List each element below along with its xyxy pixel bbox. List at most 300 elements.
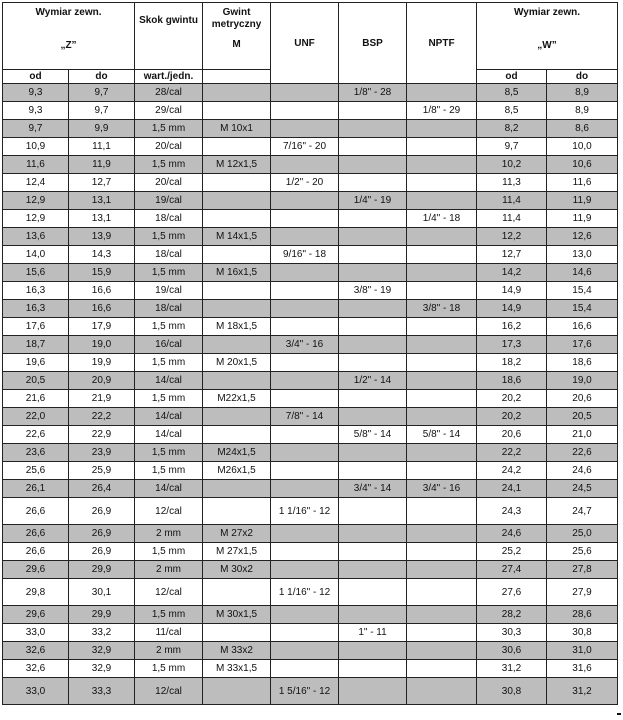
subheader-do: do <box>69 70 135 84</box>
cell-z-do: 11,1 <box>69 138 135 156</box>
cell-z-do: 19,0 <box>69 336 135 354</box>
header-unf: UNF <box>271 3 339 84</box>
cell-nptf: 1/8" - 29 <box>407 102 477 120</box>
thread-size-table <box>2 2 618 705</box>
cell-m <box>203 300 271 318</box>
cell-w-do: 28,6 <box>547 606 618 624</box>
table-row <box>3 579 618 606</box>
table-row <box>3 282 618 300</box>
cell-w-od: 30,3 <box>477 624 547 642</box>
cell-z-do: 25,9 <box>69 462 135 480</box>
table-row <box>3 228 618 246</box>
cell-unf <box>271 372 339 390</box>
cell-unf <box>271 525 339 543</box>
cell-z-do: 33,3 <box>69 678 135 705</box>
cell-unf <box>271 660 339 678</box>
cell-nptf <box>407 606 477 624</box>
cell-w-do: 20,6 <box>547 390 618 408</box>
cell-w-od: 12,2 <box>477 228 547 246</box>
cell-bsp <box>339 300 407 318</box>
cell-w-do: 17,6 <box>547 336 618 354</box>
cell-nptf <box>407 660 477 678</box>
cell-w-do: 25,0 <box>547 525 618 543</box>
cell-z-do: 19,9 <box>69 354 135 372</box>
cell-m: M 12x1,5 <box>203 156 271 174</box>
cell-unf: 1 1/16" - 12 <box>271 498 339 525</box>
cell-skok: 19/cal <box>135 192 203 210</box>
cell-z-od: 16,3 <box>3 282 69 300</box>
cell-bsp: 1/2" - 14 <box>339 372 407 390</box>
cell-z-od: 29,6 <box>3 606 69 624</box>
cell-unf <box>271 426 339 444</box>
cell-w-od: 10,2 <box>477 156 547 174</box>
cell-w-do: 27,9 <box>547 579 618 606</box>
cell-z-od: 11,6 <box>3 156 69 174</box>
cell-skok: 14/cal <box>135 408 203 426</box>
cell-skok: 1,5 mm <box>135 156 203 174</box>
table-row <box>3 426 618 444</box>
cell-w-od: 17,3 <box>477 336 547 354</box>
cell-z-do: 21,9 <box>69 390 135 408</box>
cell-w-od: 9,7 <box>477 138 547 156</box>
cell-bsp <box>339 444 407 462</box>
cell-z-od: 26,1 <box>3 480 69 498</box>
cell-skok: 12/cal <box>135 498 203 525</box>
cell-w-do: 12,6 <box>547 228 618 246</box>
cell-nptf: 5/8" - 14 <box>407 426 477 444</box>
table-row <box>3 102 618 120</box>
cell-nptf <box>407 444 477 462</box>
cell-w-od: 14,9 <box>477 282 547 300</box>
table-row <box>3 192 618 210</box>
cell-bsp: 1" - 11 <box>339 624 407 642</box>
cell-unf <box>271 300 339 318</box>
cell-nptf: 3/8" - 18 <box>407 300 477 318</box>
cell-z-od: 9,3 <box>3 84 69 102</box>
cell-unf <box>271 390 339 408</box>
cell-bsp <box>339 354 407 372</box>
cell-bsp <box>339 606 407 624</box>
table-row <box>3 264 618 282</box>
cell-bsp <box>339 156 407 174</box>
cell-bsp: 1/8" - 28 <box>339 84 407 102</box>
cell-skok: 18/cal <box>135 246 203 264</box>
cell-bsp <box>339 408 407 426</box>
cell-nptf <box>407 228 477 246</box>
cell-w-od: 24,6 <box>477 525 547 543</box>
cell-w-od: 8,2 <box>477 120 547 138</box>
subheader-od-w: od <box>477 70 547 84</box>
cell-z-do: 26,9 <box>69 543 135 561</box>
cell-z-od: 26,6 <box>3 543 69 561</box>
cell-m <box>203 408 271 426</box>
cell-w-do: 30,8 <box>547 624 618 642</box>
cell-skok: 1,5 mm <box>135 660 203 678</box>
cell-m <box>203 192 271 210</box>
cell-w-od: 30,6 <box>477 642 547 660</box>
cell-z-od: 33,0 <box>3 624 69 642</box>
cell-z-od: 16,3 <box>3 300 69 318</box>
cell-z-od: 17,6 <box>3 318 69 336</box>
cell-bsp <box>339 120 407 138</box>
cell-unf <box>271 462 339 480</box>
cell-nptf: 3/4" - 16 <box>407 480 477 498</box>
cell-skok: 1,5 mm <box>135 120 203 138</box>
cell-z-do: 26,4 <box>69 480 135 498</box>
cell-m: M26x1,5 <box>203 462 271 480</box>
cell-m <box>203 174 271 192</box>
cell-m <box>203 480 271 498</box>
cell-z-do: 33,2 <box>69 624 135 642</box>
cell-nptf: 1/4" - 18 <box>407 210 477 228</box>
cell-z-do: 22,9 <box>69 426 135 444</box>
table-row <box>3 354 618 372</box>
cell-skok: 28/cal <box>135 84 203 102</box>
cell-unf <box>271 561 339 579</box>
header-z-symbol: „Z” <box>60 40 77 51</box>
cell-nptf <box>407 390 477 408</box>
cell-bsp <box>339 246 407 264</box>
cell-nptf <box>407 642 477 660</box>
cell-z-od: 29,8 <box>3 579 69 606</box>
cell-nptf <box>407 372 477 390</box>
table-row <box>3 525 618 543</box>
cell-z-do: 29,9 <box>69 561 135 579</box>
cell-bsp: 5/8" - 14 <box>339 426 407 444</box>
page-edge-mark <box>617 713 621 715</box>
cell-z-od: 13,6 <box>3 228 69 246</box>
cell-m <box>203 102 271 120</box>
subheader-empty <box>203 70 271 84</box>
cell-bsp <box>339 102 407 120</box>
cell-skok: 1,5 mm <box>135 390 203 408</box>
cell-w-do: 16,6 <box>547 318 618 336</box>
cell-bsp <box>339 264 407 282</box>
header-wymiar-w-label: Wymiar zewn. <box>514 7 580 18</box>
cell-nptf <box>407 282 477 300</box>
cell-nptf <box>407 192 477 210</box>
cell-unf <box>271 156 339 174</box>
cell-w-od: 14,2 <box>477 264 547 282</box>
cell-w-do: 31,0 <box>547 642 618 660</box>
cell-w-od: 18,6 <box>477 372 547 390</box>
cell-unf <box>271 624 339 642</box>
cell-bsp <box>339 642 407 660</box>
header-gwint-label: Gwint metryczny <box>211 7 262 30</box>
cell-w-do: 11,9 <box>547 192 618 210</box>
cell-skok: 1,5 mm <box>135 462 203 480</box>
table-row <box>3 498 618 525</box>
cell-w-do: 24,6 <box>547 462 618 480</box>
cell-nptf <box>407 624 477 642</box>
cell-w-do: 21,0 <box>547 426 618 444</box>
cell-nptf <box>407 174 477 192</box>
cell-z-do: 20,9 <box>69 372 135 390</box>
cell-z-od: 18,7 <box>3 336 69 354</box>
cell-w-do: 10,6 <box>547 156 618 174</box>
cell-nptf <box>407 543 477 561</box>
cell-z-od: 19,6 <box>3 354 69 372</box>
cell-bsp <box>339 660 407 678</box>
header-bsp: BSP <box>339 3 407 84</box>
cell-w-do: 31,6 <box>547 660 618 678</box>
cell-z-od: 32,6 <box>3 660 69 678</box>
cell-w-do: 15,4 <box>547 300 618 318</box>
cell-unf <box>271 444 339 462</box>
cell-m: M 30x1,5 <box>203 606 271 624</box>
cell-m <box>203 138 271 156</box>
cell-w-do: 19,0 <box>547 372 618 390</box>
cell-w-od: 24,3 <box>477 498 547 525</box>
cell-m <box>203 498 271 525</box>
table-row <box>3 246 618 264</box>
cell-nptf <box>407 264 477 282</box>
cell-z-od: 20,5 <box>3 372 69 390</box>
cell-bsp <box>339 318 407 336</box>
cell-m <box>203 426 271 444</box>
cell-skok: 1,5 mm <box>135 318 203 336</box>
cell-z-od: 9,7 <box>3 120 69 138</box>
cell-bsp <box>339 543 407 561</box>
cell-unf: 1 1/16" - 12 <box>271 579 339 606</box>
cell-bsp <box>339 678 407 705</box>
cell-bsp <box>339 336 407 354</box>
cell-m: M 30x2 <box>203 561 271 579</box>
cell-unf <box>271 354 339 372</box>
table-row <box>3 300 618 318</box>
cell-m <box>203 624 271 642</box>
cell-w-do: 25,6 <box>547 543 618 561</box>
cell-w-do: 20,5 <box>547 408 618 426</box>
cell-w-do: 11,6 <box>547 174 618 192</box>
cell-nptf <box>407 408 477 426</box>
table-body <box>3 84 618 705</box>
table-row <box>3 444 618 462</box>
subheader-od: od <box>3 70 69 84</box>
cell-bsp <box>339 579 407 606</box>
cell-nptf <box>407 498 477 525</box>
cell-bsp: 1/4" - 19 <box>339 192 407 210</box>
table-row <box>3 408 618 426</box>
cell-z-do: 30,1 <box>69 579 135 606</box>
cell-z-od: 33,0 <box>3 678 69 705</box>
cell-bsp <box>339 174 407 192</box>
cell-z-od: 9,3 <box>3 102 69 120</box>
cell-z-do: 12,7 <box>69 174 135 192</box>
cell-m: M 20x1,5 <box>203 354 271 372</box>
cell-skok: 18/cal <box>135 210 203 228</box>
cell-z-do: 9,9 <box>69 120 135 138</box>
cell-skok: 1,5 mm <box>135 444 203 462</box>
cell-m <box>203 579 271 606</box>
table-row <box>3 318 618 336</box>
cell-skok: 2 mm <box>135 525 203 543</box>
cell-unf <box>271 228 339 246</box>
cell-bsp <box>339 561 407 579</box>
cell-m: M 33x2 <box>203 642 271 660</box>
cell-w-od: 28,2 <box>477 606 547 624</box>
cell-z-do: 13,1 <box>69 210 135 228</box>
cell-w-od: 18,2 <box>477 354 547 372</box>
cell-m: M 27x1,5 <box>203 543 271 561</box>
cell-z-do: 13,9 <box>69 228 135 246</box>
cell-unf <box>271 264 339 282</box>
cell-z-do: 32,9 <box>69 642 135 660</box>
cell-m <box>203 678 271 705</box>
cell-unf <box>271 318 339 336</box>
cell-bsp <box>339 390 407 408</box>
cell-unf <box>271 480 339 498</box>
cell-nptf <box>407 525 477 543</box>
cell-nptf <box>407 336 477 354</box>
cell-bsp <box>339 498 407 525</box>
cell-m: M22x1,5 <box>203 390 271 408</box>
cell-unf <box>271 282 339 300</box>
cell-z-do: 14,3 <box>69 246 135 264</box>
cell-m: M24x1,5 <box>203 444 271 462</box>
cell-skok: 14/cal <box>135 372 203 390</box>
cell-nptf <box>407 84 477 102</box>
cell-unf <box>271 543 339 561</box>
cell-w-od: 20,2 <box>477 408 547 426</box>
cell-z-do: 23,9 <box>69 444 135 462</box>
table-row <box>3 480 618 498</box>
cell-z-od: 15,6 <box>3 264 69 282</box>
cell-unf <box>271 606 339 624</box>
cell-z-od: 23,6 <box>3 444 69 462</box>
cell-w-od: 31,2 <box>477 660 547 678</box>
cell-z-od: 25,6 <box>3 462 69 480</box>
cell-skok: 1,5 mm <box>135 543 203 561</box>
cell-z-od: 22,6 <box>3 426 69 444</box>
cell-z-od: 32,6 <box>3 642 69 660</box>
cell-w-od: 8,5 <box>477 102 547 120</box>
table-row <box>3 84 618 102</box>
table-row <box>3 156 618 174</box>
cell-w-od: 8,5 <box>477 84 547 102</box>
cell-m <box>203 372 271 390</box>
header-row <box>3 3 618 70</box>
header-gwint <box>203 3 271 70</box>
cell-z-do: 22,2 <box>69 408 135 426</box>
table-row <box>3 210 618 228</box>
cell-nptf <box>407 156 477 174</box>
cell-nptf <box>407 318 477 336</box>
header-gwint-m: M <box>232 39 241 50</box>
cell-bsp <box>339 228 407 246</box>
cell-skok: 1,5 mm <box>135 354 203 372</box>
header-wymiar-w <box>477 3 618 70</box>
cell-z-do: 26,9 <box>69 498 135 525</box>
cell-skok: 2 mm <box>135 642 203 660</box>
cell-skok: 12/cal <box>135 579 203 606</box>
cell-nptf <box>407 120 477 138</box>
cell-z-od: 26,6 <box>3 498 69 525</box>
cell-w-od: 11,3 <box>477 174 547 192</box>
cell-w-od: 27,6 <box>477 579 547 606</box>
cell-z-od: 12,4 <box>3 174 69 192</box>
cell-nptf <box>407 354 477 372</box>
cell-unf: 1 5/16" - 12 <box>271 678 339 705</box>
table-row <box>3 642 618 660</box>
cell-unf <box>271 642 339 660</box>
cell-z-do: 16,6 <box>69 282 135 300</box>
table-row <box>3 390 618 408</box>
cell-w-od: 30,8 <box>477 678 547 705</box>
cell-z-od: 29,6 <box>3 561 69 579</box>
cell-m: M 18x1,5 <box>203 318 271 336</box>
cell-skok: 29/cal <box>135 102 203 120</box>
cell-m <box>203 84 271 102</box>
cell-w-do: 11,9 <box>547 210 618 228</box>
table-row <box>3 174 618 192</box>
cell-w-do: 8,6 <box>547 120 618 138</box>
cell-m: M 33x1,5 <box>203 660 271 678</box>
cell-w-od: 24,2 <box>477 462 547 480</box>
cell-w-do: 15,4 <box>547 282 618 300</box>
cell-unf: 3/4" - 16 <box>271 336 339 354</box>
cell-unf: 7/8" - 14 <box>271 408 339 426</box>
cell-bsp <box>339 138 407 156</box>
header-w-symbol: „W” <box>537 40 557 51</box>
cell-z-do: 9,7 <box>69 84 135 102</box>
cell-nptf <box>407 462 477 480</box>
header-skok: Skok gwintu <box>135 3 203 70</box>
cell-bsp <box>339 210 407 228</box>
cell-z-do: 9,7 <box>69 102 135 120</box>
cell-m: M 10x1 <box>203 120 271 138</box>
cell-skok: 20/cal <box>135 138 203 156</box>
cell-m: M 14x1,5 <box>203 228 271 246</box>
cell-w-do: 8,9 <box>547 84 618 102</box>
table-row <box>3 543 618 561</box>
cell-w-od: 25,2 <box>477 543 547 561</box>
table-row <box>3 678 618 705</box>
cell-bsp: 3/8" - 19 <box>339 282 407 300</box>
cell-w-od: 22,2 <box>477 444 547 462</box>
cell-w-do: 24,5 <box>547 480 618 498</box>
cell-skok: 1,5 mm <box>135 264 203 282</box>
cell-w-do: 18,6 <box>547 354 618 372</box>
cell-m <box>203 282 271 300</box>
table-row <box>3 561 618 579</box>
cell-w-do: 22,6 <box>547 444 618 462</box>
cell-skok: 12/cal <box>135 678 203 705</box>
cell-w-od: 14,9 <box>477 300 547 318</box>
cell-w-do: 31,2 <box>547 678 618 705</box>
cell-unf <box>271 210 339 228</box>
cell-unf <box>271 102 339 120</box>
cell-w-od: 11,4 <box>477 192 547 210</box>
cell-z-do: 13,1 <box>69 192 135 210</box>
table-row <box>3 372 618 390</box>
cell-z-do: 26,9 <box>69 525 135 543</box>
cell-w-od: 20,2 <box>477 390 547 408</box>
table-row <box>3 660 618 678</box>
table-row <box>3 138 618 156</box>
cell-nptf <box>407 561 477 579</box>
cell-z-od: 21,6 <box>3 390 69 408</box>
header-nptf: NPTF <box>407 3 477 84</box>
cell-skok: 19/cal <box>135 282 203 300</box>
cell-skok: 14/cal <box>135 480 203 498</box>
cell-skok: 11/cal <box>135 624 203 642</box>
cell-bsp: 3/4" - 14 <box>339 480 407 498</box>
cell-w-od: 20,6 <box>477 426 547 444</box>
cell-z-od: 26,6 <box>3 525 69 543</box>
cell-unf <box>271 84 339 102</box>
cell-skok: 1,5 mm <box>135 606 203 624</box>
